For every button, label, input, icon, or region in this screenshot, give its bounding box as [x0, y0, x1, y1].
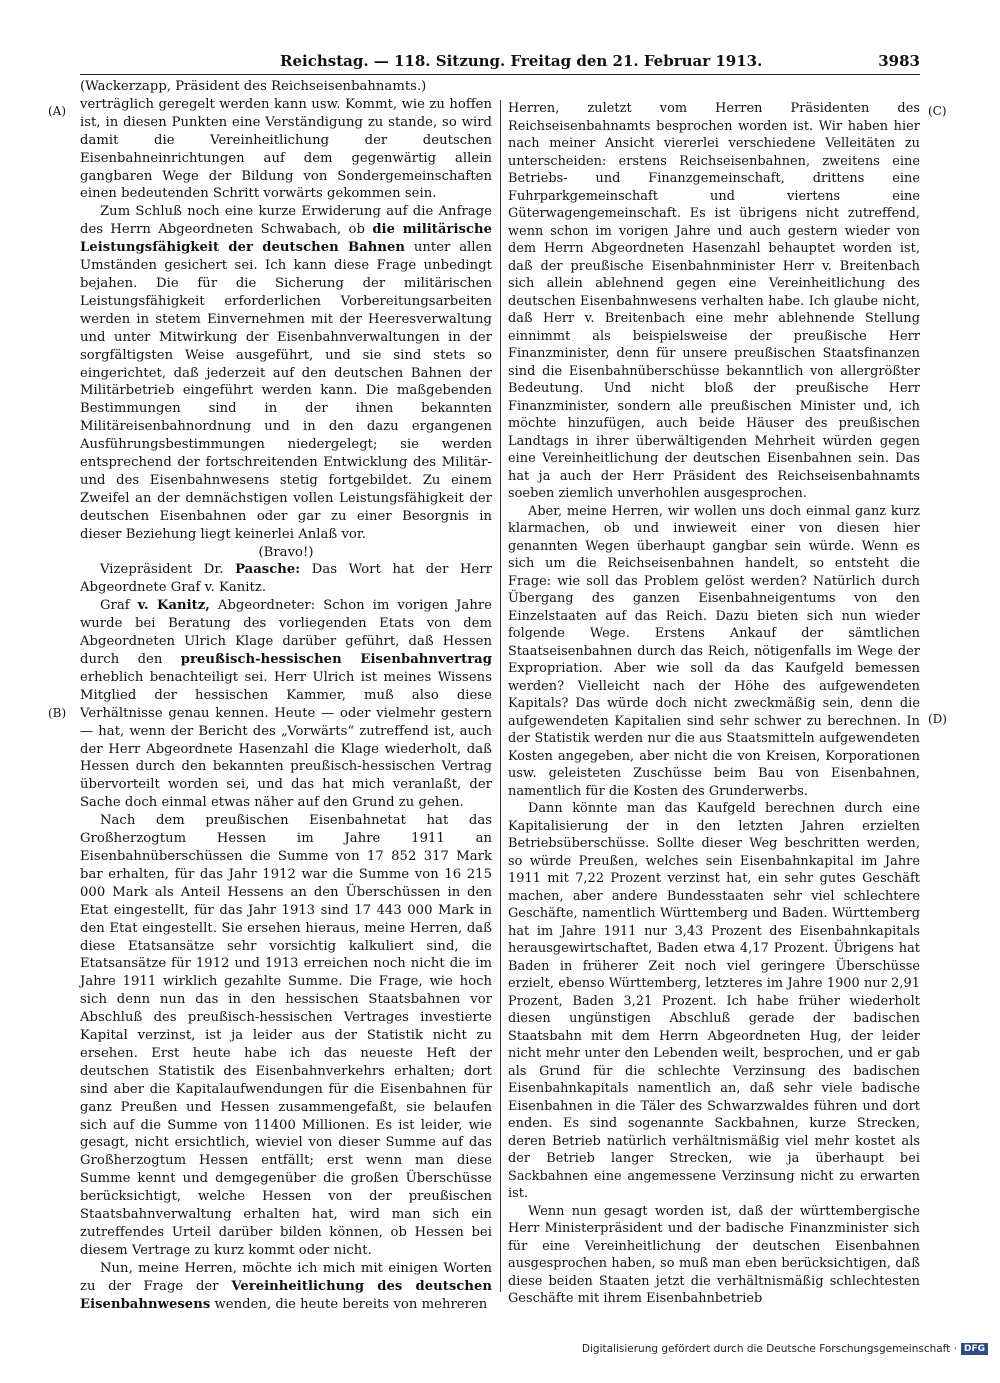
header-rule [80, 74, 920, 75]
margin-mark-d: (D) [928, 712, 947, 726]
right-column [508, 100, 920, 1308]
paragraph: Wenn nun gesagt worden ist, daß der württembergische Herr Ministerpräsident und der badische Finanzminister sich für eine Vereinheitlichung der deutschen Eisenbahnen ausgesprochen haben, so muß man eben berücksichtigen, daß diese beiden Staaten jetzt die verhältnismäßig schlechtesten Geschäfte mit ihrem Eisenbahnbetrieb [508, 1203, 920, 1306]
paragraph: Nach dem preußischen Eisenbahnetat hat das Großherzogtum Hessen im Jahre 1911 an Eisenbahnüberschüssen die Summe von 17 852 317 Mark bar erhalten, für das Jahr 1912 war die Summe von 16 215 000 Mark als Anteil Hessens an den Überschüssen in den Etat eingestellt, für das Jahr 1913 sind 17 443 000 Mark in den Etat eingestellt. Sie ersehen hieraus, meine Herren, daß diese Etatsansätze sehr vorsichtig kalkuliert sind, die Etatsansätze für 1912 und 1913 erreichen noch nicht die im Jahre 1911 wirklich gezahlte Summe. Die Frage, wie hoch sich denn nun das in den hessischen Staatsbahnen vor Abschluß des preußisch-hessischen Vertrages investierte Kapital verzinst, ist ja leider aus der Statistik nicht zu ersehen. Erst heute habe ich das neueste Heft der deutschen Statistik des Eisenbahnverkehrs erhalten; dort sind aber die Kapitalaufwendungen für die Eisenbahnen für ganz Preußen und Hessen zusammengefaßt, sie belaufen sich auf die Summe von 11400 Millionen. Es ist leider, wie gesagt, nicht ersichtlich, wieviel von dieser Summe auf das Großherzogtum Hessen entfällt; erst wenn man diese Summe kennt und demgegenüber die großen Überschüsse berücksichtigt, welche Hessen von der preußischen Staatsbahnverwaltung erhalten hat, wird man sich ein zutreffendes Urteil darüber bilden können, ob Hessen bei diesem Vertrage zu kurz kommt oder nicht. [80, 813, 492, 1258]
paragraph: verträglich geregelt werden kann usw. Kommt, wie zu hoffen ist, in diesen Punkten eine Verständigung zu stande, so wird damit die Vereinheitlichung der deutschen Eisenbahneinrichtungen auf dem gegenwärtig allein gangbaren Wege der Bildung von Sondergemeinschaften einen bedeutenden Schritt vorwärts gekommen sein. [80, 96, 492, 202]
left-column [80, 78, 492, 1314]
paragraph: Graf v. Kanitz, Abgeordneter: Schon im vorigen Jahre wurde bei Beratung des vorliegenden Etats von dem Abgeordneten Ulrich Klage darüber geführt, daß Hessen durch den preußisch-hessischen Eisenbahnvertrag erheblich benachteiligt sei. Herr Ulrich ist meines Wissens Mitglied der hessischen Kammer, muß also diese Verhältnisse genau kennen. Heute — oder vielmehr gestern — hat, wenn der Bericht des „Vorwärts“ zutreffend ist, auch der Herr Abgeordnete Hasenzahl die Klage wiederholt, daß Hessen durch den bekannten preußisch-hessischen Vertrag übervorteilt worden sei, und das hat mich veranlaßt, der Sache doch einmal etwas näher auf den Grund zu gehen. [80, 598, 492, 811]
footer [582, 1343, 988, 1355]
dfg-logo-icon: DFG [961, 1343, 988, 1355]
margin-mark-b: (B) [48, 706, 67, 720]
paragraph: Zum Schluß noch eine kurze Erwiderung auf die Anfrage des Herrn Abgeordneten Schwabach, ob die militärische Leistungsfähigkeit der deutschen Bahnen unter allen Umständen gesichert sei. Ich kann diese Frage unbedingt bejahen. Die für die Sicherung der militärischen Leistungsfähigkeit erforderlichen Vorbereitungsarbeiten werden in stetem Einvernehmen mit der Heeresverwaltung und unter Mitwirkung der Eisenbahnverwaltungen in der sorgfältigsten Weise ausgeführt, und sie sind stets so eingerichtet, daß jederzeit auf den deutschen Bahnen der Militärbetrieb eingeführt werden kann. Die maßgebenden Bestimmungen sind in der ihnen bekannten Militäreisenbahnordnung und in den dazu ergangenen Ausführungsbestimmungen niedergelegt; sie werden entsprechend der fortschreitenden Entwicklung des Militär- und des Eisenbahnwesens stetig fortgebildet. Zu einem Zweifel an der demnächstigen vollen Leistungsfähigkeit der deutschen Eisenbahnen oder gar zu einer Besorgnis in dieser Beziehung liegt keinerlei Anlaß vor. [80, 204, 493, 542]
paragraph: Dann könnte man das Kaufgeld berechnen durch eine Kapitalisierung der in den letzten Jahren erzielten Betriebsüberschüsse. Sollte dieser Weg beschritten werden, so würde Preußen, welches sein Eisenbahnkapital im Jahre 1911 mit 7,22 Prozent verzinst hat, ein sehr gutes Geschäft machen, aber andere Bundesstaaten sehr viel schlechtere Geschäfte, namentlich Württemberg und Baden. Württemberg hat im Jahre 1911 nur 3,43 Prozent des Eisenbahnkapitals herausgewirtschaftet, Baden etwa 4,17 Prozent. Übrigens hat Baden in früherer Zeit noch viel geringere Überschüsse erzielt, ebenso Württemberg, letzteres im Jahre 1900 nur 2,91 Prozent, Baden 3,21 Prozent. Ich habe früher wiederholt diesen ungünstigen Abschluß gerade der badischen Staatsbahn mit dem Herrn Abgeordneten Hug, der leider nicht mehr unter den Lebenden weilt, besprochen, und er gab als Grund für die schlechte Verzinsung des badischen Eisenbahnkapitals namentlich an, daß sehr viele badische Eisenbahnen in die Täler des Schwarzwaldes führen und dort enden. Es sind sogenannte Sackbahnen, kurze Strecken, deren Betrieb natürlich verhältnismäßig viel mehr kostet als der Betrieb langer Strecken, wie ja überhaupt bei Sackbahnen eine angemessene Verzinsung nicht zu erwarten ist. [508, 801, 920, 1201]
emphasis: die militärische Leistungsfähigkeit der deutschen Bahnen [80, 222, 493, 256]
running-title: Reichstag. — 118. Sitzung. Freitag den 21. Februar 1913. [280, 52, 763, 70]
page-number: 3983 [878, 52, 920, 70]
page-header [80, 52, 920, 74]
paragraph: Herren, zuletzt vom Herren Präsidenten des Reichseisenbahnamts besprochen worden ist. Wir haben hier nach meiner Ansicht viererlei verschiedene Velleitäten zu unterscheiden: erstens Reichseisenbahnen, zweitens eine Betriebs- und Finanzgemeinschaft, drittens eine Fuhrparkgemeinschaft und viertens eine Güterwagengemeinschaft. Es ist übrigens nicht zutreffend, wenn schon im vorigen Jahre und auch gestern wieder von dem Herrn Abgeordneten Hasenzahl behauptet worden ist, daß der preußische Eisenbahnminister Herr v. Breitenbach sich allein ablehnend gegen eine Vereinheitlichung des deutschen Eisenbahnwesens verhalten habe. Ich glaube nicht, daß Herr v. Breitenbach eine mehr ablehnende Stellung einnimmt als beispielsweise der preußische Herr Finanzminister, denn für unsere preußischen Staatsfinanzen sind die Eisenbahnüberschüsse bekanntlich von allergrößter Bedeutung. Und nicht bloß der preußische Herr Finanzminister, sondern alle preußischen Minister und, ich möchte hinzufügen, auch beide Häuser des preußischen Landtags in ihrer überwältigenden Mehrheit würden gegen eine Vereinheitlichung der deutschen Eisenbahnen sein. Das hat ja auch der Herr Präsident des Reichseisenbahnamts soeben ziemlich unverhohlen ausgesprochen. [508, 101, 920, 501]
interjection: (Bravo!) [258, 544, 314, 560]
margin-mark-c: (C) [928, 104, 947, 118]
paragraph: Aber, meine Herren, wir wollen uns doch einmal ganz kurz klarmachen, ob und inwieweit einer von diesen hier genannten Wegen überhaupt gangbar sein würde. Wenn es sich um die Reichseisenbahnen handelt, so entsteht die Frage: wie soll das Problem gelöst werden? Natürlich durch Übergang des ganzen Eisenbahneigentums von den Einzelstaaten auf das Reich. Dazu bieten sich nun wieder folgende Wege. Erstens Ankauf der sämtlichen Staatseisenbahnen durch das Reich, nötigenfalls im Wege der Expropriation. Aber wie soll da das Kaufgeld bemessen werden? Vielleicht nach der Höhe des aufgewendeten Kapitals? Das würde doch nicht zweckmäßig sein, denn die aufgewendeten Kapitalien sind sehr schwer zu berechnen. In der Statistik werden nur die aus Staatsmitteln aufgewendeten Kosten angegeben, aber nicht die von Kreisen, Korporationen usw. geleisteten Zuschüsse beim Bau von Eisenbahnen, namentlich für die Kosten des Grunderwerbs. [508, 503, 920, 799]
speaker-name: v. Kanitz, [137, 598, 210, 614]
footer-credit: Digitalisierung gefördert durch die Deutsche Forschungsgemeinschaft · [581, 1343, 957, 1355]
emphasis: preußisch-hessischen Eisenbahnvertrag [180, 652, 492, 667]
margin-mark-a: (A) [48, 104, 67, 118]
column-divider [500, 100, 501, 1292]
emphasis: Vereinheitlichung des deutschen Eisenbahnwesens [80, 1278, 492, 1312]
speaker-note: (Wackerzapp, Präsident des Reichseisenbahnamts.) [80, 79, 427, 94]
speaker-name: Paasche: [235, 562, 301, 578]
paragraph: Vizepräsident Dr. Paasche: Das Wort hat der Herr Abgeordnete Graf v. Kanitz. [80, 562, 492, 596]
paragraph: Nun, meine Herren, möchte ich mich mit einigen Worten zu der Frage der Vereinheitlichung des deutschen Eisenbahnwesens wenden, die heute bereits von mehreren [80, 1260, 492, 1312]
